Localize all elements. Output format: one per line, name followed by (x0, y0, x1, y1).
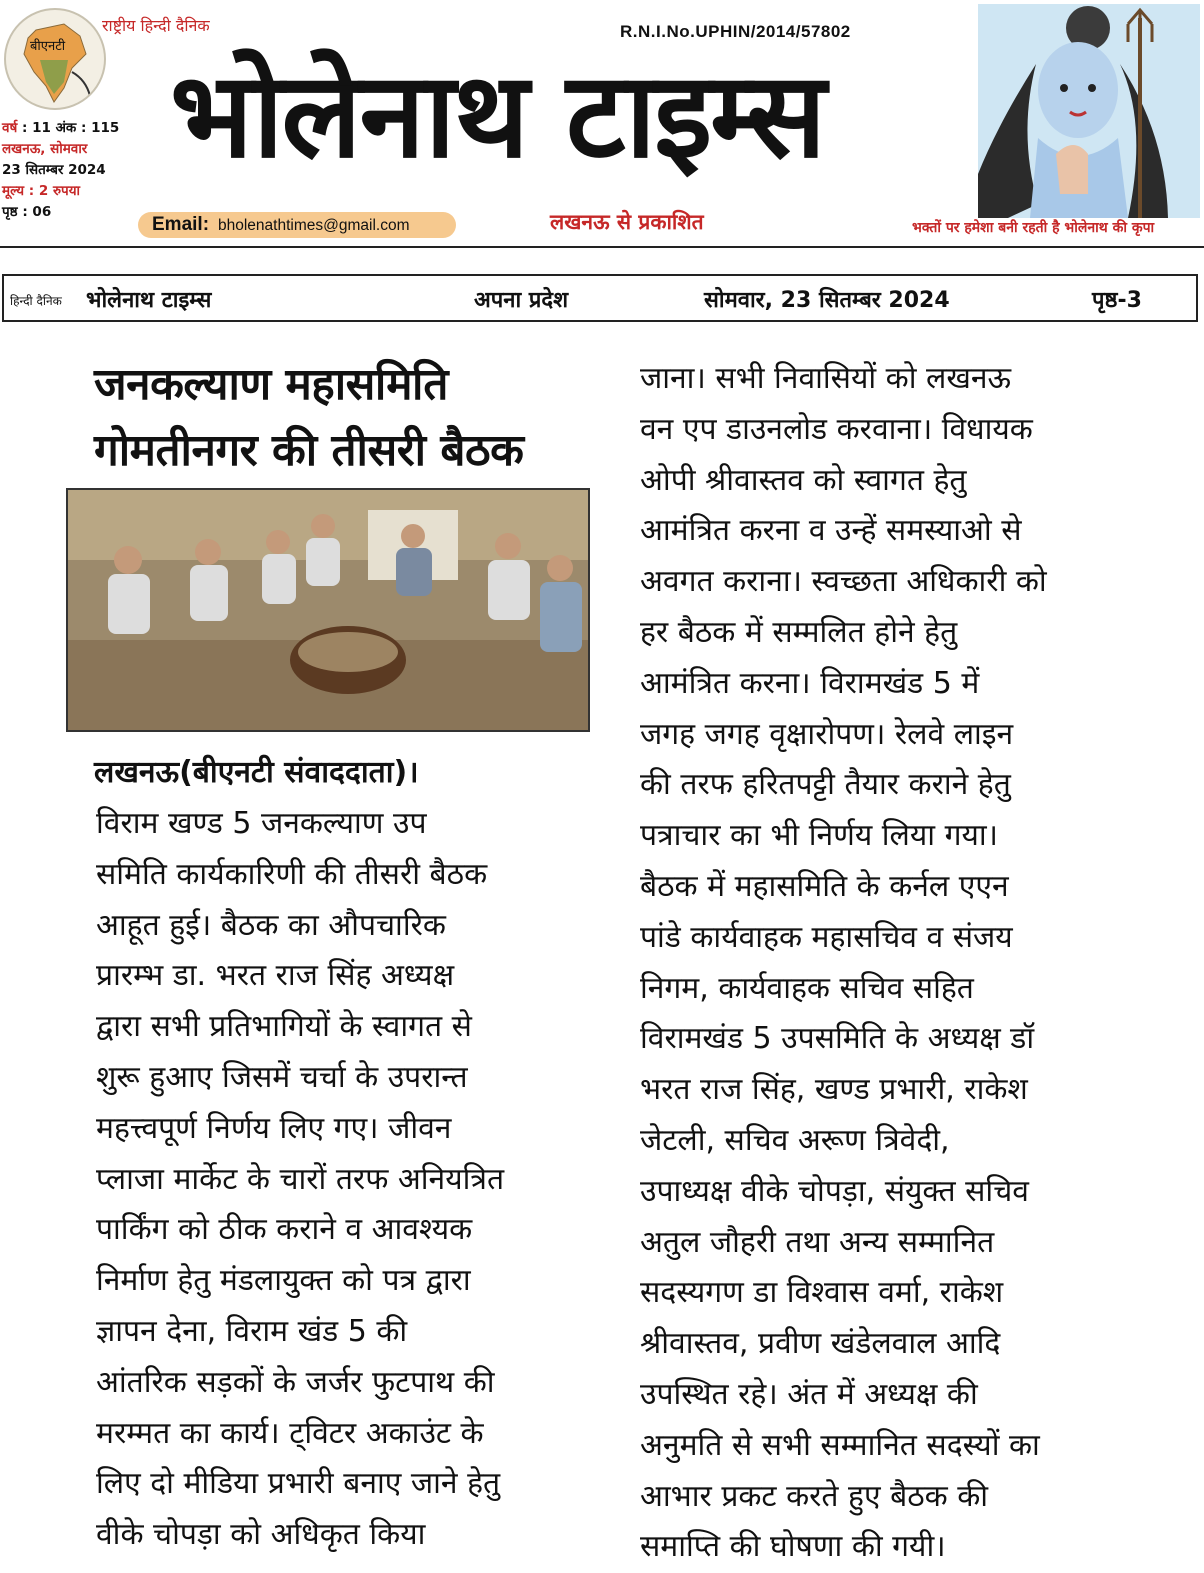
email-label: Email: (152, 214, 210, 235)
masthead-tagline: राष्ट्रीय हिन्दी दैनिक (102, 16, 210, 35)
headline-line: जनकल्याण महासमिति (94, 359, 449, 410)
masthead-divider (0, 246, 1204, 248)
article-text-line: वन एप डाउनलोड करवाना। विधायक (640, 411, 1033, 447)
article-photo (66, 488, 590, 732)
issue-meta (2, 118, 119, 223)
folio-paper-type: हिन्दी दैनिक (10, 294, 62, 308)
article-text-line: ज्ञापन देना, विराम खंड 5 की (96, 1313, 408, 1349)
article-text-line: उपाध्यक्ष वीके चोपड़ा, संयुक्त सचिव (640, 1173, 1029, 1209)
article-text-line: भरत राज सिंह, खण्ड प्रभारी, राकेश (640, 1072, 1028, 1108)
article-text-line: निगम, कार्यवाहक सचिव सहित (640, 970, 974, 1006)
article-text-line: अवगत कराना। स्वच्छता अधिकारी को (640, 564, 1047, 600)
article-text-line: शुरू हुआए जिसमें चर्चा के उपरान्त (96, 1059, 468, 1095)
article-text-line: मरम्मत का कार्य। ट्विटर अकाउंट के (96, 1415, 484, 1451)
article-text-line: आंतरिक सड़कों के जर्जर फुटपाथ की (96, 1364, 495, 1400)
article-text-line: प्रारम्भ डा. भरत राज सिंह अध्यक्ष (96, 958, 455, 994)
issue-date: 23 सितम्बर 2024 (2, 162, 106, 178)
article-column-2 (640, 354, 1047, 1573)
year-issue: वर्ष : 11 अंक : 115 (2, 120, 120, 136)
article-text-line: प्लाजा मार्केट के चारों तरफ अनियत्रित (96, 1161, 505, 1197)
article-text-line: महत्त्वपूर्ण निर्णय लिए गए। जीवन (96, 1110, 452, 1146)
article-text-line: उपस्थित रहे। अंत में अध्यक्ष की (640, 1376, 978, 1412)
article-text-line: पांडे कार्यवाहक महासचिव व संजय (640, 919, 1013, 955)
article-text-line: जेटली, सचिव अरूण त्रिवेदी, (640, 1122, 950, 1158)
published-from: लखनऊ से प्रकाशित (550, 210, 704, 234)
deity-caption: भक्तों पर हमेशा बनी रहती है भोलेनाथ की कृपा (912, 220, 1155, 236)
article-column-1 (96, 799, 504, 1561)
article-text-line: आभार प्रकट करते हुए बैठक की (640, 1478, 989, 1514)
article-text-line: आहूत हुई। बैठक का औपचारिक (96, 907, 446, 943)
article-text-line: पत्राचार का भी निर्णय लिया गया। (640, 818, 999, 854)
article-text-line: निर्माण हेतु मंडलायुक्त को पत्र द्वारा (96, 1263, 471, 1299)
article-text-line: द्वारा सभी प्रतिभागियों के स्वागत से (96, 1009, 472, 1045)
logo-text: बीएनटी (30, 39, 66, 54)
article-text-line: सदस्यगण डा विश्वास वर्मा, राकेश (640, 1275, 1004, 1311)
folio-page: पृष्ठ-3 (1092, 288, 1142, 313)
headline-line: गोमतीनगर की तीसरी बैठक (94, 425, 524, 476)
email-address[interactable]: bholenathtimes@gmail.com (218, 217, 410, 234)
place-day: लखनऊ, सोमवार (2, 141, 88, 157)
article-text-line: अतुल जौहरी तथा अन्य सम्मानित (640, 1224, 995, 1260)
price: मूल्य : 2 रुपया (2, 183, 81, 199)
folio-paper-name: भोलेनाथ टाइम्स (86, 288, 212, 313)
page-count: पृष्ठ : 06 (2, 204, 52, 220)
newspaper-logo (4, 8, 106, 110)
article-headline (94, 352, 523, 484)
rni-number: R.N.I.No.UPHIN/2014/57802 (620, 22, 851, 41)
article-text-line: जगह जगह वृक्षारोपण। रेलवे लाइन (640, 716, 1014, 752)
article-text-line: वीके चोपड़ा को अधिकृत किया (96, 1517, 426, 1553)
deity-image (978, 4, 1200, 218)
article-text-line: अनुमति से सभी सम्मानित सदस्यों का (640, 1427, 1040, 1463)
article-text-line: समिति कार्यकारिणी की तीसरी बैठक (96, 856, 488, 892)
article-text-line: विराम खण्ड 5 जनकल्याण उप (96, 806, 427, 841)
article-text-line: हर बैठक में सम्मलित होने हेतु (640, 614, 958, 650)
article-text-line: की तरफ हरितपट्टी तैयार कराने हेतु (640, 767, 1011, 803)
article-text-line: जाना। सभी निवासियों को लखनऊ (640, 361, 1012, 396)
email-pill (138, 212, 456, 238)
article-text-line: समाप्ति की घोषणा की गयी। (640, 1529, 946, 1565)
article-text-line: आमंत्रित करना व उन्हें समस्याओ से (640, 513, 1022, 549)
article-dateline: लखनऊ(बीएनटी संवाददाता)। (94, 755, 419, 790)
article-text-line: आमंत्रित करना। विरामखंड 5 में (640, 665, 980, 701)
article-text-line: पार्किंग को ठीक कराने व आवश्यक (96, 1212, 473, 1248)
article-text-line: विरामखंड 5 उपसमिति के अध्यक्ष डॉ (640, 1021, 1035, 1057)
folio-bar (2, 274, 1198, 322)
article-text-line: लिए दो मीडिया प्रभारी बनाए जाने हेतु (96, 1466, 501, 1502)
article-text-line: ओपी श्रीवास्तव को स्वागत हेतु (640, 462, 967, 498)
newspaper-title: भोलेनाथ टाइम्स (170, 46, 825, 184)
article-text-line: बैठक में महासमिति के कर्नल एएन (640, 868, 1009, 904)
article-text-line: श्रीवास्तव, प्रवीण खंडेलवाल आदि (640, 1326, 1001, 1362)
folio-section: अपना प्रदेश (474, 288, 569, 313)
folio-date: सोमवार, 23 सितम्बर 2024 (704, 288, 950, 313)
